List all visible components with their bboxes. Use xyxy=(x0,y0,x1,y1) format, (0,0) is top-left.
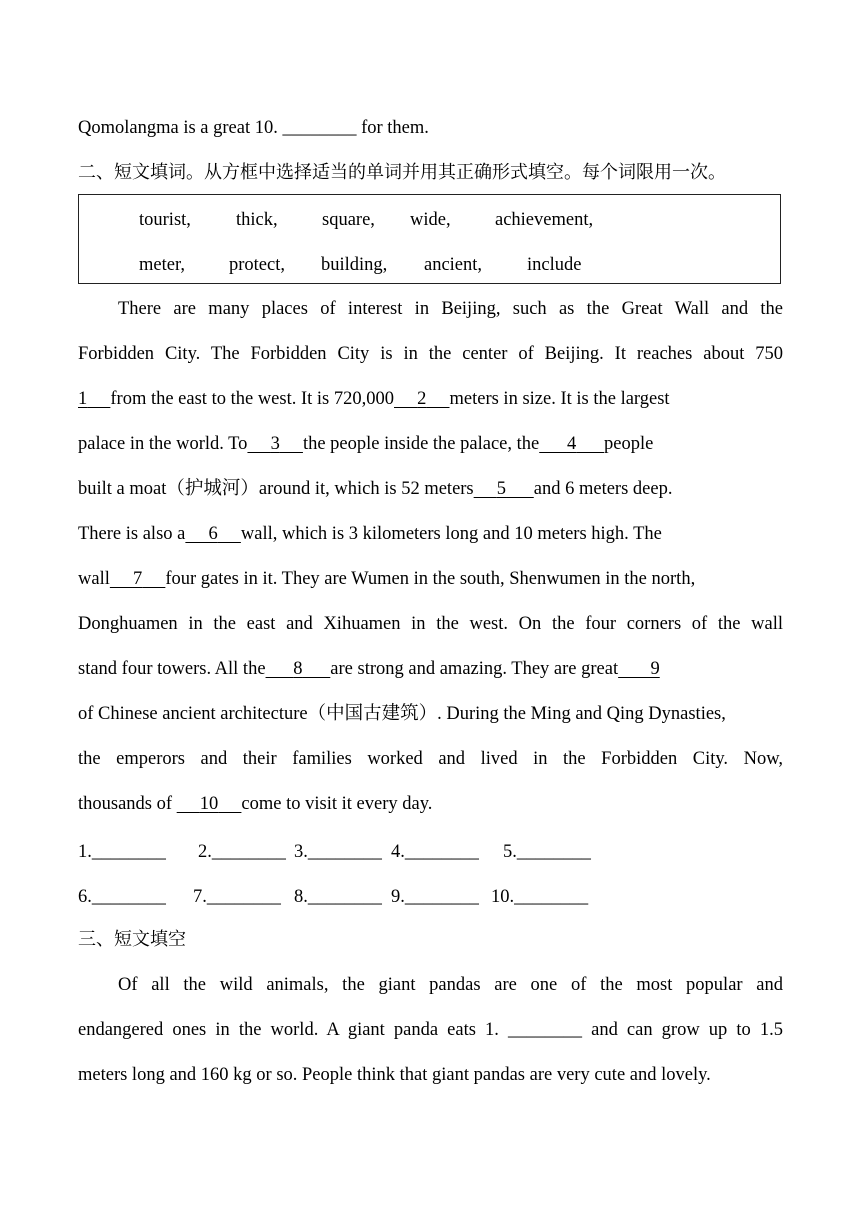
blank-2[interactable]: 2 xyxy=(417,389,427,409)
blank-10[interactable]: 10 xyxy=(199,794,219,814)
answer-blank[interactable]: 10.________ xyxy=(491,887,589,907)
blank-4[interactable]: 4 xyxy=(566,434,577,454)
section3-title: 三、短文填空 xyxy=(78,929,186,950)
passage-line: There is also a 6 wall, which is 3 kilometers long and 10 meters high. The xyxy=(78,524,662,544)
passage-line: wall 7 four gates in it. They are Wumen in the south, Shenwumen in the north, xyxy=(78,569,696,589)
section2-title: 二、短文填词。从方框中选择适当的单词并用其正确形式填空。每个词限用一次。 xyxy=(78,162,726,183)
passage-line: built a moat（护城河）around it, which is 52 meters 5 and 6 meters deep. xyxy=(78,479,673,499)
passage-line: Donghuamen in the east and Xihuamen in the west. On the four corners of the wall xyxy=(78,614,783,634)
word-item: ancient, xyxy=(424,255,483,275)
passage-line: palace in the world. To 3 the people inside the palace, the 4 people xyxy=(78,434,654,454)
passage-line: the emperors and their families worked and lived in the Forbidden City. Now, xyxy=(78,749,783,769)
passage-line: endangered ones in the world. A giant panda eats 1. ________ and can grow up to 1.5 xyxy=(78,1020,783,1040)
word-item: thick, xyxy=(236,210,278,230)
blank-1[interactable]: 1 xyxy=(78,389,88,409)
word-item: protect, xyxy=(229,255,285,275)
answer-blank[interactable]: 3.________ xyxy=(294,842,382,862)
answer-blank[interactable]: 6.________ xyxy=(78,887,166,907)
passage-line: stand four towers. All the 8 are strong and amazing. They are great 9 xyxy=(78,659,660,679)
word-box xyxy=(78,194,781,284)
word-item: include xyxy=(527,255,582,275)
blank-6[interactable]: 6 xyxy=(208,524,218,544)
blank-3[interactable]: 3 xyxy=(270,434,280,454)
passage-line: 1 from the east to the west. It is 720,000 2 meters in size. It is the largest xyxy=(78,389,670,409)
answer-blank[interactable]: 9.________ xyxy=(391,887,479,907)
passage-line: thousands of 10 come to visit it every day. xyxy=(78,794,433,814)
answer-blank[interactable]: 2.________ xyxy=(198,842,286,862)
word-item: wide, xyxy=(410,210,451,230)
answer-blank[interactable]: 7.________ xyxy=(193,887,281,907)
answer-blank[interactable]: 4.________ xyxy=(391,842,479,862)
blank-9[interactable]: 9 xyxy=(650,659,660,679)
answer-blank[interactable]: 1.________ xyxy=(78,842,166,862)
passage-line: meters long and 160 kg or so. People think that giant pandas are very cute and lovely. xyxy=(78,1065,711,1085)
word-item: tourist, xyxy=(139,210,191,230)
top-line: Qomolangma is a great 10. ________ for them. xyxy=(78,118,429,138)
answer-blank[interactable]: 5.________ xyxy=(503,842,591,862)
word-item: building, xyxy=(321,255,388,275)
word-item: square, xyxy=(322,210,375,230)
blank-7[interactable]: 7 xyxy=(132,569,143,589)
passage-line: Forbidden City. The Forbidden City is in the center of Beijing. It reaches about 750 xyxy=(78,344,783,364)
passage-line: There are many places of interest in Beijing, such as the Great Wall and the xyxy=(118,299,783,319)
blank-8[interactable]: 8 xyxy=(293,659,303,679)
blank-5[interactable]: 5 xyxy=(496,479,507,499)
answer-blank[interactable]: 8.________ xyxy=(294,887,382,907)
passage-line: Of all the wild animals, the giant pandas are one of the most popular and xyxy=(118,975,783,995)
passage-line: of Chinese ancient architecture（中国古建筑）. During the Ming and Qing Dynasties, xyxy=(78,704,726,724)
word-item: meter, xyxy=(139,255,185,275)
word-item: achievement, xyxy=(495,210,594,230)
